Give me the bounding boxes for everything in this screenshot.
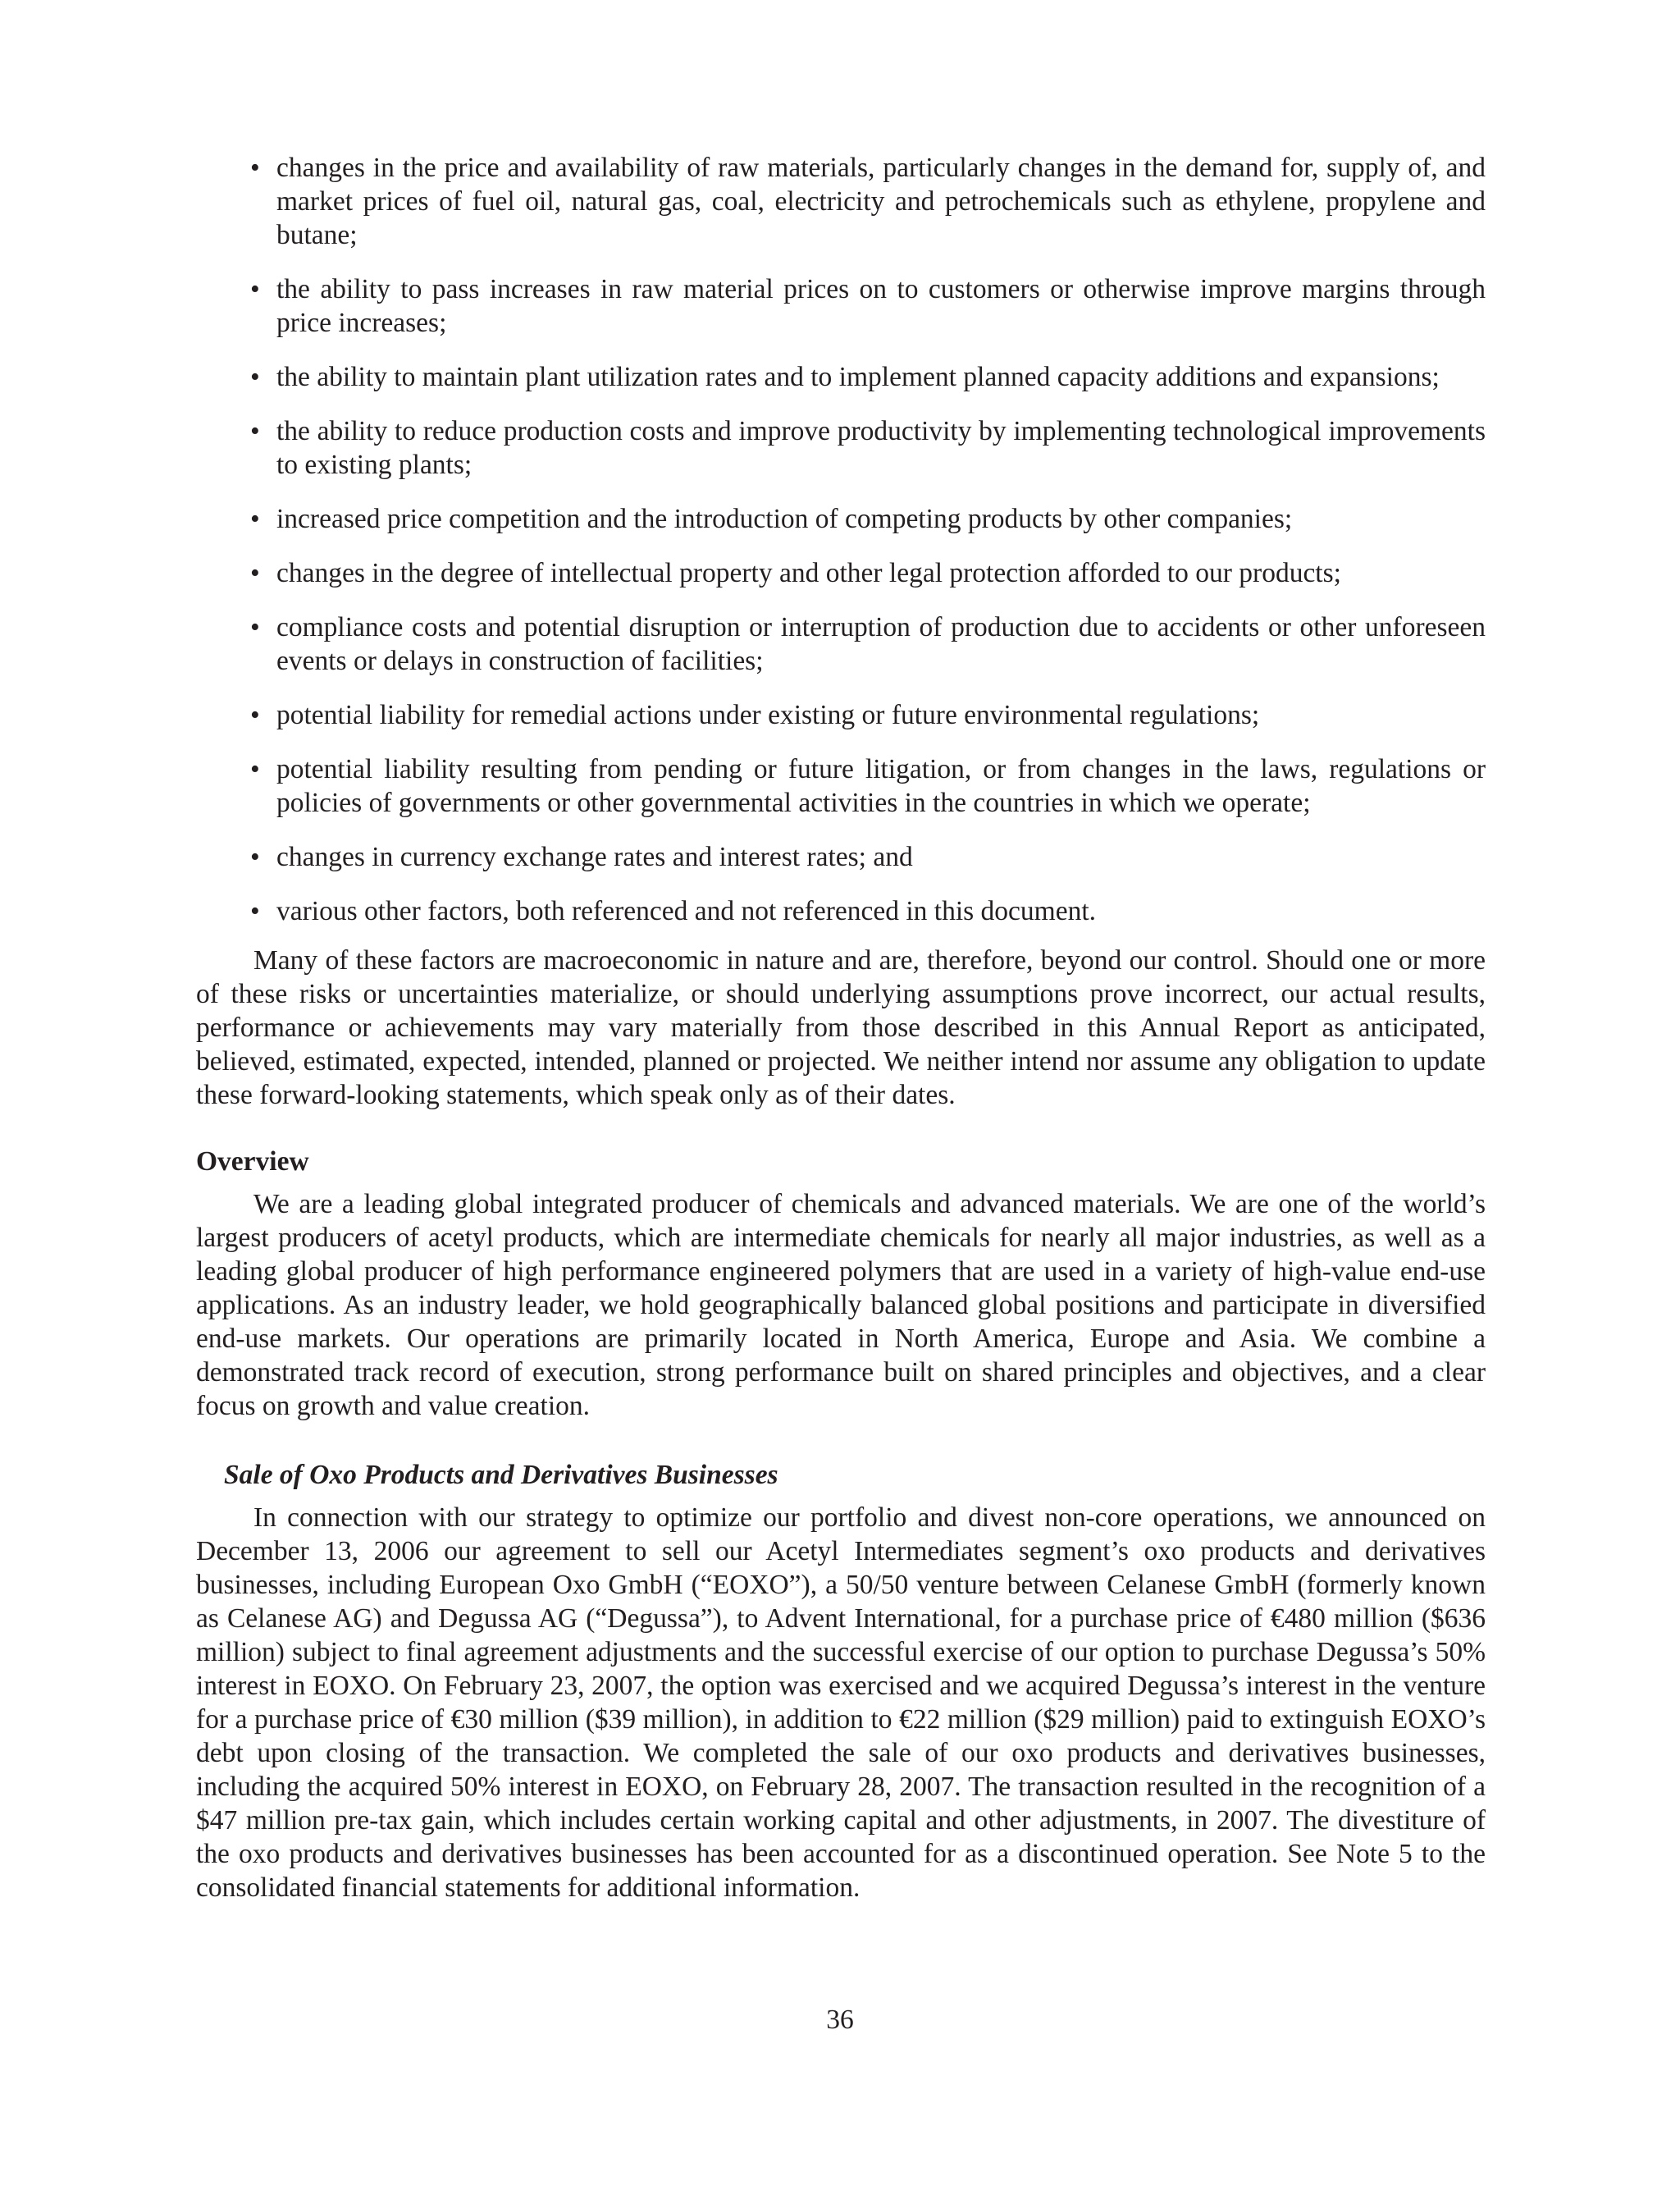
list-item (196, 272, 1486, 340)
list-item-text: various other factors, both referenced and not referenced in this document. (276, 896, 1097, 926)
risk-factor-list (196, 151, 1486, 928)
list-item-text: compliance costs and potential disruption or interruption of production due to accidents or other unforeseen events or delays in construction of facilities; (276, 612, 1486, 676)
bullet-icon: • (250, 274, 260, 304)
list-item-text: the ability to pass increases in raw material prices on to customers or otherwise improve margins through price increases; (276, 274, 1486, 338)
bullet-icon: • (250, 754, 260, 784)
bullet-icon: • (250, 504, 260, 534)
bullet-icon: • (250, 362, 260, 392)
list-item (196, 610, 1486, 678)
list-item-text: the ability to maintain plant utilization rates and to implement planned capacity additions and expansions; (276, 362, 1440, 392)
bullet-icon: • (250, 842, 260, 872)
bullet-icon: • (250, 153, 260, 183)
list-item (196, 556, 1486, 590)
list-item (196, 414, 1486, 482)
list-item-text: increased price competition and the introduction of competing products by other companies; (276, 504, 1293, 534)
list-item (196, 151, 1486, 252)
list-item (196, 360, 1486, 394)
document-page (196, 151, 1486, 1904)
bullet-icon: • (250, 700, 260, 730)
overview-heading: Overview (196, 1146, 309, 1177)
bullet-icon: • (250, 558, 260, 588)
list-item (196, 698, 1486, 732)
overview-paragraph: We are a leading global integrated producer of chemicals and advanced materials. We are one of the world’s largest producers of acetyl products, which are intermediate chemicals for nearly all major industries, as well as a leading global producer of high performance engineered polymers that are used in a variety of high-value end-use applications. As an industry leader, we hold geographically balanced global positions and participate in diversified end-use markets. Our operations are primarily located in North America, Europe and Asia. We combine a demonstrated track record of execution, strong performance built on shared principles and objectives, and a clear focus on growth and value creation. (196, 1189, 1486, 1421)
bullet-icon: • (250, 896, 260, 926)
list-item (196, 894, 1486, 928)
list-item-text: changes in the price and availability of raw materials, particularly changes in the demand for, supply of, and market prices of fuel oil, natural gas, coal, electricity and petrochemicals such as ethylene, propylene and butane; (276, 153, 1486, 250)
list-item-text: changes in currency exchange rates and interest rates; and (276, 842, 913, 872)
list-item-text: potential liability for remedial actions under existing or future environmental regulations; (276, 700, 1260, 730)
bullet-icon: • (250, 416, 260, 446)
sale-section-heading: Sale of Oxo Products and Derivatives Businesses (224, 1460, 778, 1490)
list-item-text: potential liability resulting from pending or future litigation, or from changes in the laws, regulations or policies of governments or other governmental activities in the countries in which we operate; (276, 754, 1486, 818)
list-item (196, 502, 1486, 536)
sale-section-paragraph: In connection with our strategy to optimize our portfolio and divest non-core operations, we announced on December 13, 2006 our agreement to sell our Acetyl Intermediates segment’s oxo products and derivatives businesses, including European Oxo GmbH (“EOXO”), a 50/50 venture between Celanese GmbH (formerly known as Celanese AG) and Degussa AG (“Degussa”), to Advent International, for a purchase price of €480 million ($636 million) subject to final agreement adjustments and the successful exercise of our option to purchase Degussa’s 50% interest in EOXO. On February 23, 2007, the option was exercised and we acquired Degussa’s interest in the venture for a purchase price of €30 million ($39 million), in addition to €22 million ($29 million) paid to extinguish EOXO’s debt upon closing of the transaction. We completed the sale of our oxo products and derivatives businesses, including the acquired 50% interest in EOXO, on February 28, 2007. The transaction resulted in the recognition of a $47 million pre-tax gain, which includes certain working capital and other adjustments, in 2007. The divestiture of the oxo products and derivatives businesses has been accounted for as a discontinued operation. See Note 5 to the consolidated financial statements for additional information. (196, 1502, 1486, 1903)
page-number: 36 (826, 2005, 854, 2035)
list-item (196, 840, 1486, 874)
list-item (196, 752, 1486, 820)
list-item-text: the ability to reduce production costs and improve productivity by implementing technological improvements to existing plants; (276, 416, 1486, 480)
forward-looking-paragraph: Many of these factors are macroeconomic in nature and are, therefore, beyond our control. Should one or more of these risks or uncertainties materialize, or should underlying assumptions prove incorrect, our actual results, performance or achievements may vary materially from those described in this Annual Report as anticipated, believed, estimated, expected, intended, planned or projected. We neither intend nor assume any obligation to update these forward-looking statements, which speak only as of their dates. (196, 945, 1486, 1110)
list-item-text: changes in the degree of intellectual property and other legal protection afforded to our products; (276, 558, 1341, 588)
bullet-icon: • (250, 612, 260, 642)
